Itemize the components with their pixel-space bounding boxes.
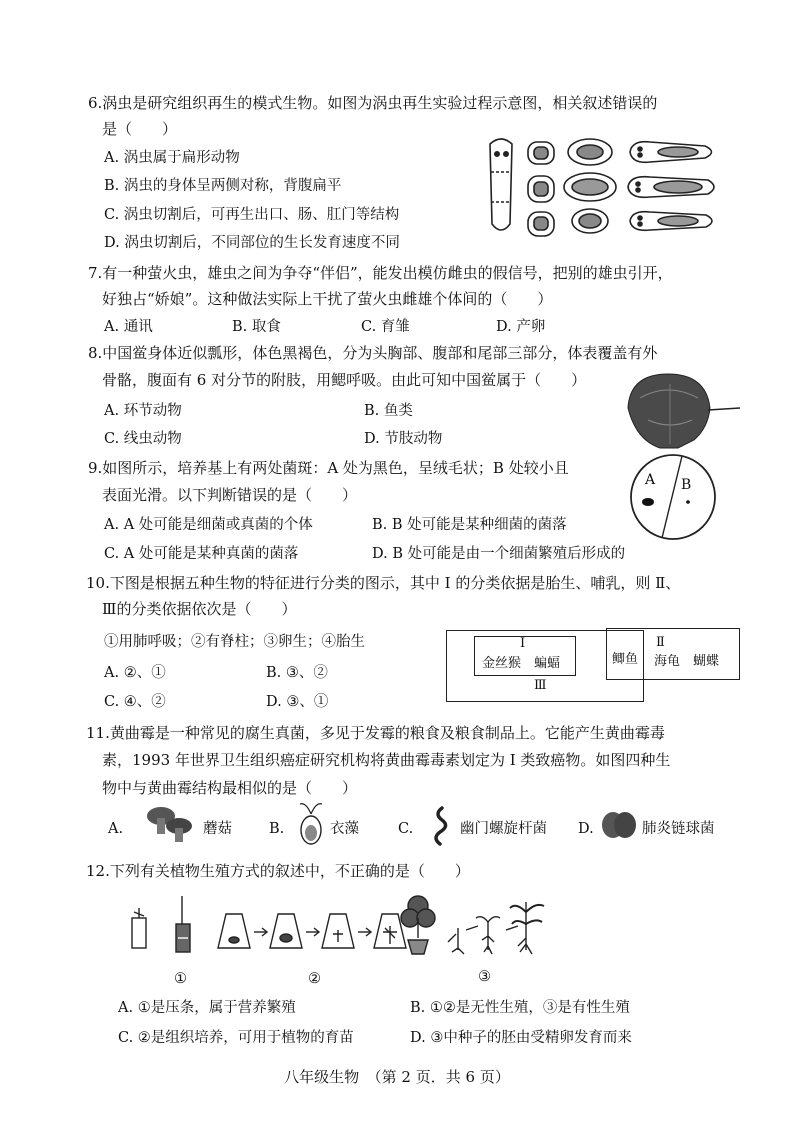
q11-option-b-label: 衣藻 xyxy=(330,821,359,837)
q6-option-a: A. 涡虫属于扁形动物 xyxy=(104,150,240,166)
page-footer: 八年级生物 （第 2 页．共 6 页） xyxy=(284,1068,510,1086)
q12-figure-2-label: ② xyxy=(308,971,321,987)
q11-option-b-letter: B. xyxy=(269,821,285,837)
q8-option-c: C. 线虫动物 xyxy=(104,431,182,447)
q6-planaria-figure xyxy=(480,132,725,242)
q10-option-c: C. ④、② xyxy=(104,694,166,710)
chlamydomonas-icon xyxy=(296,800,326,846)
q7-option-d: D. 产卵 xyxy=(496,319,546,335)
q11-option-d-letter: D. xyxy=(578,821,594,837)
q8-stem-line2: 骨骼，腹面有 6 对分节的附肢，用鳃呼吸。由此可知中国鲎属于（ ） xyxy=(102,371,587,389)
q9-option-c: C. A 处可能是某种真菌的菌落 xyxy=(104,546,299,562)
q6-option-b: B. 涡虫的身体呈两侧对称，背腹扁平 xyxy=(104,178,342,194)
q11-stem-line1: 11.黄曲霉是一种常见的腐生真菌，多见于发霉的粮食及粮食制品上。它能产生黄曲霉毒 xyxy=(86,724,665,742)
q6-stem-line1: 6.涡虫是研究组织再生的模式生物。如图为涡虫再生实验过程示意图，相关叙述错误的 xyxy=(88,94,658,112)
q7-stem-line2: 好独占“娇娘”。这种做法实际上干扰了萤火虫雌雄个体间的（ ） xyxy=(102,290,553,308)
q10-classification-diagram xyxy=(446,618,742,702)
q10-option-a: A. ②、① xyxy=(104,665,166,681)
q9-option-a: A. A 处可能是细菌或真菌的个体 xyxy=(104,517,313,533)
q9-stem-line1: 9.如图所示，培养基上有两处菌斑：A 处为黑色，呈绒毛状；B 处较小且 xyxy=(88,459,569,477)
crucian-carp-label: 鲫鱼 xyxy=(612,652,639,667)
q10-statement-list: ①用肺呼吸；②有脊柱；③卵生；④胎生 xyxy=(104,634,365,650)
q7-option-a: A. 通讯 xyxy=(104,319,153,335)
q11-option-a-letter: A. xyxy=(108,821,124,837)
q12-option-d: D. ③中种子的胚由受精卵发育而来 xyxy=(410,1030,632,1046)
colony-b-label: B xyxy=(681,477,692,493)
colony-a-label: A xyxy=(645,472,656,488)
q8-option-a: A. 环节动物 xyxy=(104,403,182,419)
q12-figure-3-label: ③ xyxy=(478,969,491,985)
q6-option-c: C. 涡虫切割后，可再生出口、肠、肛门等结构 xyxy=(104,207,400,223)
group-ii-members: 海龟 蝴蝶 xyxy=(654,654,720,669)
q7-option-b: B. 取食 xyxy=(232,319,281,335)
q11-stem-line2: 素，1993 年世界卫生组织癌症研究机构将黄曲霉毒素划定为 Ⅰ 类致癌物。如图四种生 xyxy=(102,751,671,769)
helicobacter-pylori-icon xyxy=(430,806,452,846)
q10-stem-line2: Ⅲ的分类依据依次是（ ） xyxy=(102,600,297,618)
q11-option-c-label: 幽门螺旋杆菌 xyxy=(460,821,547,837)
q9-option-b: B. B 处可能是某种细菌的菌落 xyxy=(372,517,567,533)
q8-horseshoe-crab-figure xyxy=(620,368,742,458)
q8-option-b: B. 鱼类 xyxy=(364,403,413,419)
q12-option-c: C. ②是组织培养，可用于植物的育苗 xyxy=(118,1030,354,1046)
mushroom-icon xyxy=(145,804,195,846)
group-i-label: Ⅰ xyxy=(520,636,526,651)
q7-stem-line1: 7.有一种萤火虫，雄虫之间为争夺“伴侣”，能发出模仿雌虫的假信号，把别的雄虫引开， xyxy=(88,264,673,282)
q12-option-b: B. ①②是无性生殖，③是有性生殖 xyxy=(410,1000,630,1016)
q9-option-d: D. B 处可能是由一个细菌繁殖后形成的 xyxy=(372,546,626,562)
q12-stem: 12.下列有关植物生殖方式的叙述中，不正确的是（ ） xyxy=(86,862,470,880)
q10-option-b: B. ③、② xyxy=(266,665,328,681)
q9-stem-line2: 表面光滑。以下判断错误的是（ ） xyxy=(102,486,358,504)
group-iii-label: Ⅲ xyxy=(534,678,547,693)
q12-figure-1-label: ① xyxy=(174,971,187,987)
streptococcus-pneumoniae-icon xyxy=(600,810,638,840)
q8-option-d: D. 节肢动物 xyxy=(364,431,443,447)
q11-option-a-label: 蘑菇 xyxy=(203,821,232,837)
group-i-members: 金丝猴 蝙蝠 xyxy=(482,656,561,671)
group-ii-label: Ⅱ xyxy=(656,635,665,650)
q6-stem-line2: 是（ ） xyxy=(102,120,178,138)
q10-option-d: D. ③、① xyxy=(266,694,329,710)
q11-option-c-letter: C. xyxy=(398,821,414,837)
q7-option-c: C. 育雏 xyxy=(361,319,410,335)
q11-stem-line3: 物中与黄曲霉结构最相似的是（ ） xyxy=(102,779,358,797)
q11-option-d-label: 肺炎链球菌 xyxy=(642,821,715,837)
q10-stem-line1: 10.下图是根据五种生物的特征进行分类的图示，其中 Ⅰ 的分类依据是胎生、哺乳，则 Ⅱ、 xyxy=(86,574,681,592)
q8-stem-line1: 8.中国鲎身体近似瓢形，体色黑褐色，分为头胸部、腹部和尾部三部分，体表覆盖有外 xyxy=(88,344,658,362)
q12-plant-reproduction-figure xyxy=(126,888,566,970)
q12-option-a: A. ①是压条，属于营养繁殖 xyxy=(118,1000,296,1016)
q6-option-d: D. 涡虫切割后，不同部位的生长发育速度不同 xyxy=(104,235,400,251)
q9-petri-dish-figure xyxy=(628,452,718,542)
